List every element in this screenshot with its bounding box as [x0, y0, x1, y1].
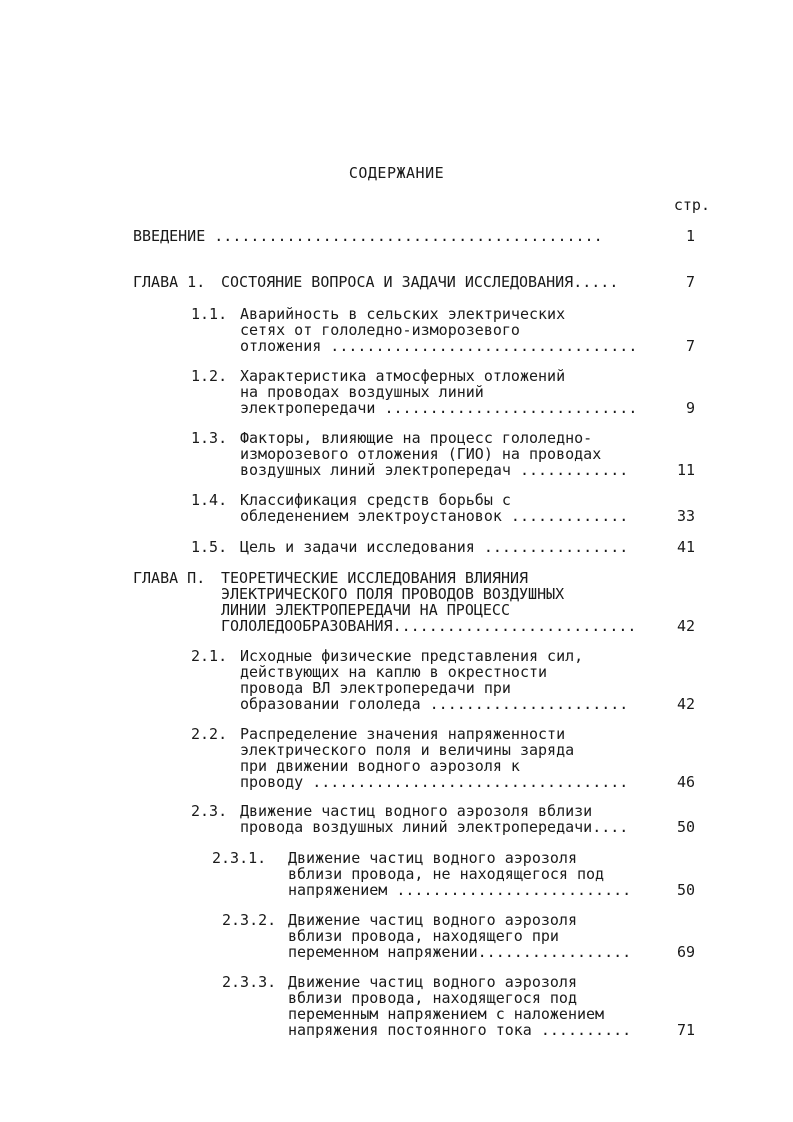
toc-entry-number: 1.4. — [191, 491, 228, 509]
toc-entry-page: 7 — [685, 337, 695, 355]
toc-entry-text: Аварийность в сельских электрических сетях от гололедно-изморозевого отложения .................................. — [240, 305, 638, 355]
toc-entry-number: 1.1. — [191, 305, 228, 323]
page-column-label: стр. — [673, 196, 710, 214]
toc-entry-number: ГЛАВА П. — [133, 569, 206, 587]
toc-entry-page: 11 — [676, 461, 695, 479]
toc-entry-number: 1.2. — [191, 367, 228, 385]
toc-entry-number: ГЛАВА 1. — [133, 273, 206, 291]
toc-entry-text: Движение частиц водного аэрозоля вблизи провода, не находящегося под напряжением .......................... — [288, 849, 632, 899]
toc-entry-text: Распределение значения напряженности электрического поля и величины заряда при движении водного аэрозоля к проводу ................................... — [240, 725, 629, 791]
toc-entry-page: 41 — [676, 538, 695, 556]
toc-entry-text: СОСТОЯНИЕ ВОПРОСА И ЗАДАЧИ ИССЛЕДОВАНИЯ..... — [221, 273, 619, 291]
toc-entry-number: 1.5. — [191, 538, 228, 556]
toc-entry-page: 69 — [676, 943, 695, 961]
toc-entry-page: 50 — [676, 881, 695, 899]
toc-entry-number: 2.3.3. — [222, 973, 277, 991]
toc-entry-page: 9 — [685, 399, 695, 417]
toc-entry-number: 2.3.1. — [212, 849, 267, 867]
toc-entry-text: Факторы, влияющие на процесс гололедно- изморозевого отложения (ГИО) на проводах воздушных линий электропередач ............ — [240, 429, 629, 479]
toc-entry-page: 71 — [676, 1021, 695, 1039]
toc-entry-text: Движение частиц водного аэрозоля вблизи провода, находящего при переменном напряжении................. — [288, 911, 632, 961]
toc-entry-text: ТЕОРЕТИЧЕСКИЕ ИССЛЕДОВАНИЯ ВЛИЯНИЯ ЭЛЕКТРИЧЕСКОГО ПОЛЯ ПРОВОДОВ ВОЗДУШНЫХ ЛИНИИ ЭЛЕКТРОПЕРЕДАЧИ НА ПРОЦЕСС ГОЛОЛЕДООБРАЗОВАНИЯ........................... — [221, 569, 637, 635]
toc-entry-number: 2.3.2. — [222, 911, 277, 929]
toc-entry-page: 33 — [676, 507, 695, 525]
toc-entry-text: Движение частиц водного аэрозоля вблизи провода воздушных линий электропередачи.... — [240, 802, 629, 836]
toc-entry-page: 7 — [685, 273, 695, 291]
page-title: СОДЕРЖАНИЕ — [348, 164, 445, 182]
toc-entry-text: Классификация средств борьбы с обледенением электроустановок ............. — [240, 491, 629, 525]
toc-entry-page: 46 — [676, 773, 695, 791]
toc-entry-text: Характеристика атмосферных отложений на проводах воздушных линий электропередачи ............................ — [240, 367, 638, 417]
toc-entry-text: Исходные физические представления сил, действующих на каплю в окрестности провода ВЛ электропередачи при образовании гололеда ...................... — [240, 647, 629, 713]
toc-entry-text: Цель и задачи исследования ................ — [240, 538, 629, 556]
toc-entry-page: 50 — [676, 818, 695, 836]
toc-entry-number: 2.2. — [191, 725, 228, 743]
toc-entry-page: 42 — [676, 617, 695, 635]
toc-entry-number: 1.3. — [191, 429, 228, 447]
toc-entry-page: 42 — [676, 695, 695, 713]
toc-entry-page: 1 — [685, 227, 695, 245]
toc-entry-text: Движение частиц водного аэрозоля вблизи провода, находящегося под переменным напряжением с наложением напряжения постоянного тока .......... — [288, 973, 632, 1039]
toc-entry-number: 2.1. — [191, 647, 228, 665]
toc-entry-number: 2.3. — [191, 802, 228, 820]
toc-entry-text: ВВЕДЕНИЕ ........................................... — [133, 227, 603, 245]
